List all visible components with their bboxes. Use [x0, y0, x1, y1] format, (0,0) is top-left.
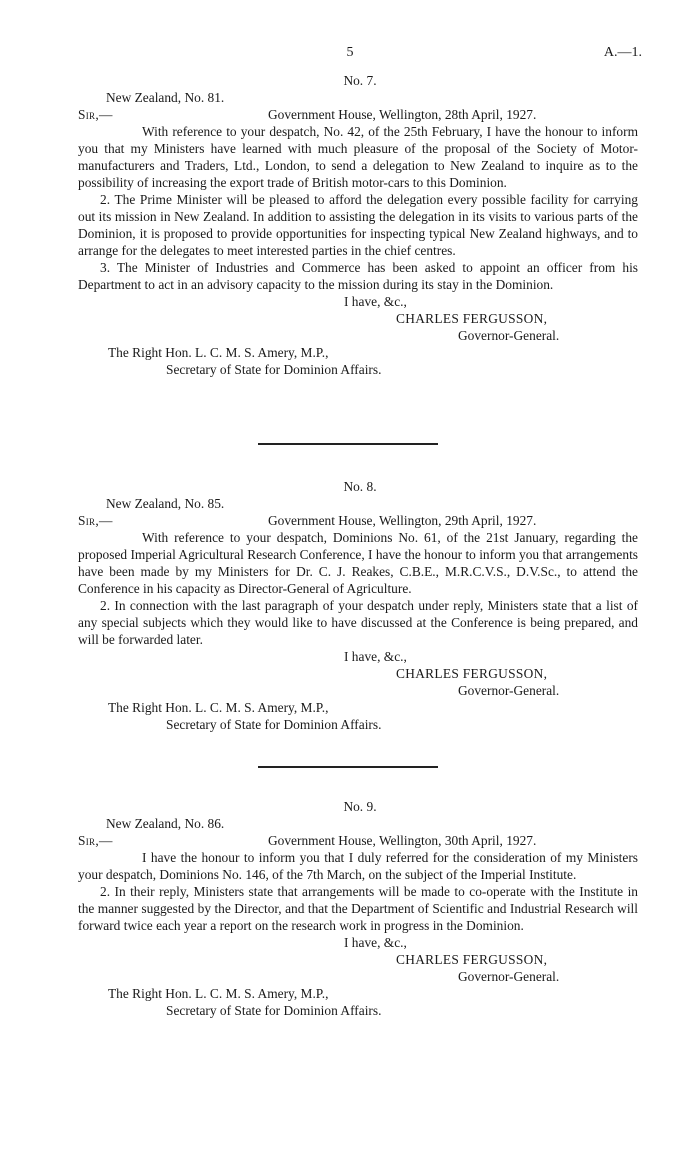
signature-title: Governor-General. [458, 328, 560, 343]
signature-title: Governor-General. [458, 969, 560, 984]
despatch-reference: New Zealand, No. 81. [106, 90, 225, 105]
addressee: The Right Hon. L. C. M. S. Amery, M.P., [108, 986, 329, 1001]
closing: I have, &c., [344, 294, 407, 309]
paragraph: 2. In their reply, Ministers state that arrangements will be made to co-operate with the Institute in the manner suggested by the Director, and that the Department of Scientific and Industrial Research will forward twice each year a report on the research work in progress in the Dominion. [78, 884, 638, 933]
signature-name: CHARLES FERGUSSON, [396, 952, 548, 967]
closing: I have, &c., [344, 649, 407, 664]
paragraph: 2. The Prime Minister will be pleased to afford the delegation every possible facility for carrying out its mission in New Zealand. In addition to assisting the delegation in its visits to various parts of the Dominion, it is proposed to provide opportunities for inspecting typical New Zealand highways, and to arrange for the delegates to meet interested parties in the chief centres. [78, 192, 638, 258]
signature-title: Governor-General. [458, 683, 560, 698]
signature-name: CHARLES FERGUSSON, [396, 311, 548, 326]
paragraph: I have the honour to inform you that I duly referred for the consideration of my Ministers your despatch, Dominions No. 146, of the 7th March, on the subject of the Imperial Institute. [78, 850, 638, 882]
addressee: The Right Hon. L. C. M. S. Amery, M.P., [108, 700, 329, 715]
signature-name: CHARLES FERGUSSON, [396, 666, 548, 681]
letter-no-8 [78, 478, 638, 733]
addressee: The Right Hon. L. C. M. S. Amery, M.P., [108, 345, 329, 360]
section-divider [258, 443, 438, 445]
letter-no-7 [78, 72, 638, 378]
despatch-reference: New Zealand, No. 85. [106, 496, 225, 511]
salutation: Sir,— [78, 833, 113, 848]
addressee-title: Secretary of State for Dominion Affairs. [166, 1003, 382, 1018]
document-reference: A.—1. [603, 45, 642, 60]
place-date: Government House, Wellington, 30th April, 1927. [268, 833, 537, 848]
salutation-line [78, 832, 638, 849]
section-divider [258, 766, 438, 768]
letter-number: No. 8. [343, 479, 377, 494]
letter-no-9 [78, 798, 638, 1019]
place-date: Government House, Wellington, 29th April, 1927. [268, 513, 537, 528]
letter-number: No. 9. [343, 799, 377, 814]
place-date: Government House, Wellington, 28th April, 1927. [268, 107, 537, 122]
addressee-title: Secretary of State for Dominion Affairs. [166, 717, 382, 732]
paragraph: With reference to your despatch, Dominions No. 61, of the 21st January, regarding the proposed Imperial Agricultural Research Conference, I have the honour to inform you that arrangements have been made by my Ministers for Dr. C. J. Reakes, C.B.E., M.R.C.V.S., D.V.Sc., to attend the Conference in his capacity as Director-General of Agriculture. [78, 530, 638, 596]
letter-number: No. 7. [343, 73, 377, 88]
page-number: 5 [346, 45, 354, 60]
closing: I have, &c., [344, 935, 407, 950]
salutation-line [78, 106, 638, 123]
paragraph: 2. In connection with the last paragraph of your despatch under reply, Ministers state that a list of any special subjects which they would like to have discussed at the Conference is being prepared, and will be forwarded later. [78, 598, 638, 647]
addressee-title: Secretary of State for Dominion Affairs. [166, 362, 382, 377]
despatch-reference: New Zealand, No. 86. [106, 816, 225, 831]
salutation-line [78, 512, 638, 529]
salutation: Sir,— [78, 107, 113, 122]
salutation: Sir,— [78, 513, 113, 528]
paragraph: 3. The Minister of Industries and Commerce has been asked to appoint an officer from his Department to act in an advisory capacity to the mission during its stay in the Dominion. [78, 260, 638, 292]
paragraph: With reference to your despatch, No. 42, of the 25th February, I have the honour to inform you that my Ministers have learned with much pleasure of the proposal of the Society of Motor-manufacturers and Traders, Ltd., London, to send a delegation to New Zealand to inquire as to the possibility of increasing the export trade of British motor-cars to this Dominion. [78, 124, 638, 190]
